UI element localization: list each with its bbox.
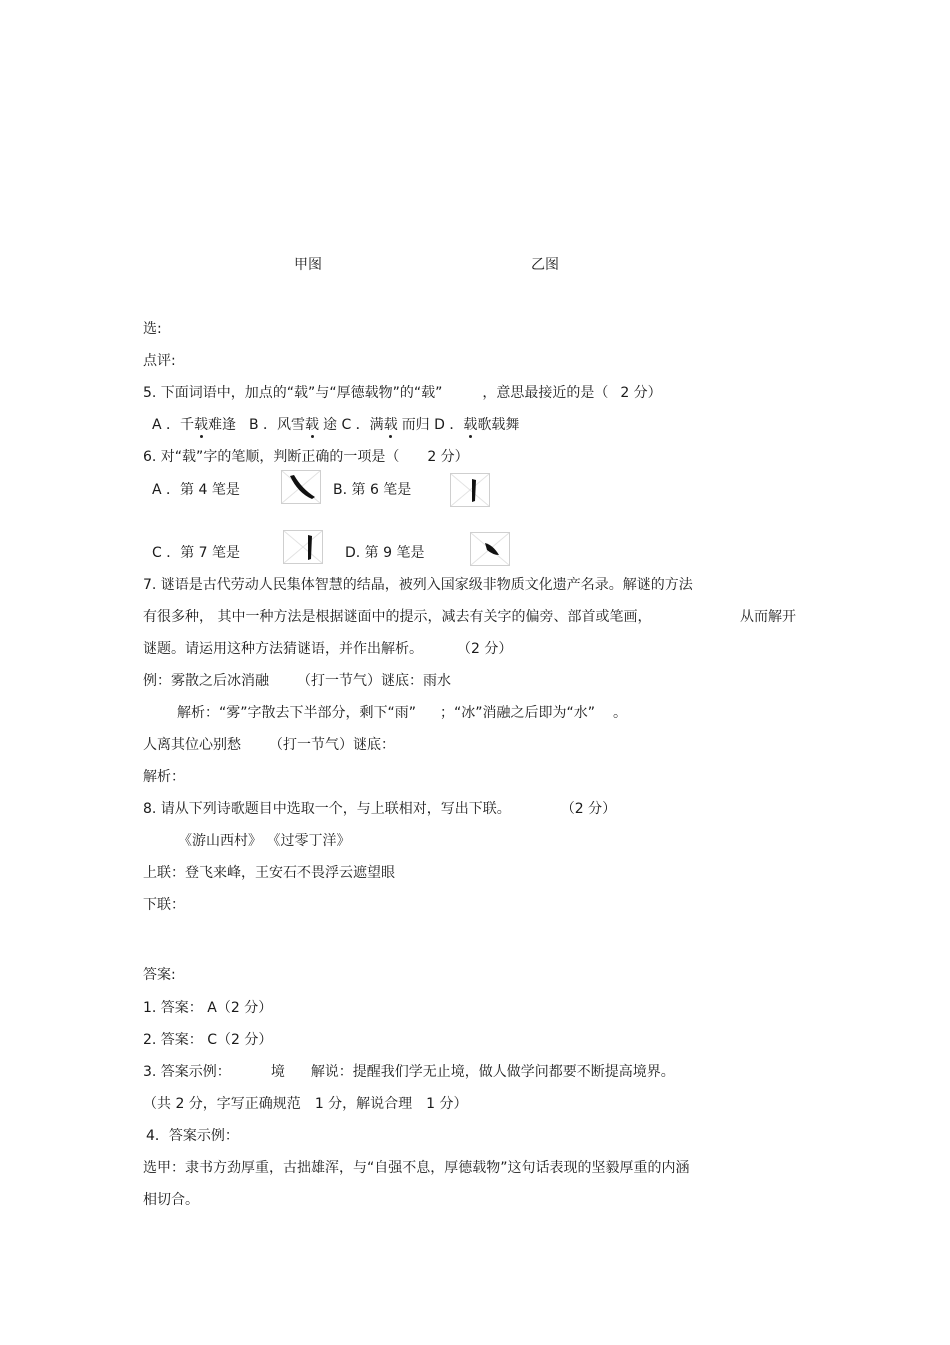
q7-example-riddle: 例：雾散之后冰消融 xyxy=(143,673,269,689)
q5-option-d-rest: 歌载舞 xyxy=(477,417,520,433)
q7-analysis-end: 。 xyxy=(613,705,628,721)
q5-score: 2 分） xyxy=(620,385,662,401)
q5-option-a: A ．千 xyxy=(152,417,195,433)
stroke-pie-icon xyxy=(281,470,321,504)
answer-3-explanation: 解说：提醒我们学无止境，做人做学问都要不断提高境界。 xyxy=(310,1064,675,1080)
q6-option-b: B. 第 6 笔是 xyxy=(333,482,412,498)
q5-option-d-dotted: 载 xyxy=(463,417,478,433)
choose-label: 选: xyxy=(143,321,162,337)
q5-stem-text: 5. 下面词语中，加点的“载”与“厚德载物”的“载” xyxy=(143,385,443,401)
answer-3-score-b: 1 分，解说合理 xyxy=(314,1096,413,1112)
q6-stem xyxy=(143,448,469,466)
stroke-dian-icon xyxy=(470,532,510,566)
q8-score: （2 分） xyxy=(560,801,617,817)
answer-3-score-a: （共 2 分，字写正确规范 xyxy=(143,1096,301,1112)
stroke-shu-icon xyxy=(450,473,490,507)
q7-line-2b: 从而解开 xyxy=(740,609,796,625)
q6-option-c: C ．第 7 笔是 xyxy=(152,545,241,561)
q7-line-3-text: 谜题。请运用这种方法猜谜语，并作出解析。 xyxy=(143,641,423,657)
q7-analysis-part-2: ；“冰”消融之后即为“水” xyxy=(440,705,596,721)
q8-titles: 《游山西村》 《过零丁洋》 xyxy=(178,833,351,849)
q5-option-c: C ．满 xyxy=(341,417,384,433)
q7-score: （2 分） xyxy=(457,641,513,657)
q7-riddle-answer-label: （打一节气）谜底： xyxy=(269,737,395,753)
answer-3-char: 境 xyxy=(270,1064,285,1080)
q6-score: 2 分） xyxy=(427,449,469,465)
q8-stem-text: 8. 请从下列诗歌题目中选取一个，与上联相对，写出下联。 xyxy=(143,801,511,817)
q5-option-b-dotted: 载 xyxy=(305,417,319,433)
q5-options xyxy=(152,416,519,434)
q5-option-b-rest: 途 xyxy=(323,417,337,433)
q6-option-a: A ．第 4 笔是 xyxy=(152,482,240,498)
q8-upper-couplet: 上联：登飞来峰，王安石不畏浮云遮望眼 xyxy=(143,865,395,881)
q6-stem-text: 6. 对“载”字的笔顺，判断正确的一项是（ xyxy=(143,449,400,465)
answer-3-score-c: 1 分） xyxy=(426,1096,468,1112)
q5-option-a-dotted: 载 xyxy=(194,417,209,433)
q7-riddle-text: 人离其位心别愁 xyxy=(143,737,241,753)
caption-yi: 乙图 xyxy=(531,257,559,273)
q7-analysis xyxy=(177,704,627,722)
q6-option-d: D. 第 9 笔是 xyxy=(345,545,425,561)
q7-riddle xyxy=(143,736,395,754)
caption-jia: 甲图 xyxy=(294,257,322,273)
q5-option-b: B ．风雪 xyxy=(248,417,305,433)
q7-line-3 xyxy=(143,640,512,658)
q5-option-a-rest: 难逢 xyxy=(208,417,237,433)
answer-1: 1. 答案： A（2 分） xyxy=(143,1000,273,1016)
q8-lower-couplet: 下联： xyxy=(143,897,185,913)
q5-option-c-dotted: 载 xyxy=(383,417,398,433)
q8-stem xyxy=(143,800,616,818)
answer-4-line-2: 相切合。 xyxy=(143,1192,199,1208)
q7-parse-label: 解析： xyxy=(143,769,185,785)
answer-4-line-1: 选甲：隶书方劲厚重，古拙雄浑，与“自强不息，厚德载物”这句话表现的坚毅厚重的内涵 xyxy=(143,1160,690,1176)
q7-example-answer: （打一节气）谜底：雨水 xyxy=(297,673,451,689)
comment-label: 点评: xyxy=(143,353,176,369)
q7-line-2a: 有很多种， 其中一种方法是根据谜面中的提示，减去有关字的偏旁、部首或笔画， xyxy=(143,609,652,625)
q5-stem xyxy=(143,384,662,402)
answer-3-scoring xyxy=(143,1095,468,1113)
q5-stem-text-b: ，意思最接近的是（ xyxy=(482,385,609,401)
q7-analysis-part-1: 解析：“雾”字散去下半部分，剩下“雨” xyxy=(177,705,417,721)
answer-4-label: 4．答案示例： xyxy=(146,1128,239,1144)
answer-3-label: 3. 答案示例： xyxy=(143,1064,231,1080)
answer-2: 2. 答案： C（2 分） xyxy=(143,1032,273,1048)
q7-example xyxy=(143,672,451,690)
stroke-shu-icon-2 xyxy=(283,530,323,564)
answer-3 xyxy=(143,1063,675,1081)
q5-option-c-rest: 而归 xyxy=(401,417,430,433)
q5-option-d: D ． xyxy=(434,417,464,433)
answers-heading: 答案: xyxy=(143,967,176,983)
q7-line-1: 7. 谜语是古代劳动人民集体智慧的结晶，被列入国家级非物质文化遗产名录。解谜的方法 xyxy=(143,577,693,593)
